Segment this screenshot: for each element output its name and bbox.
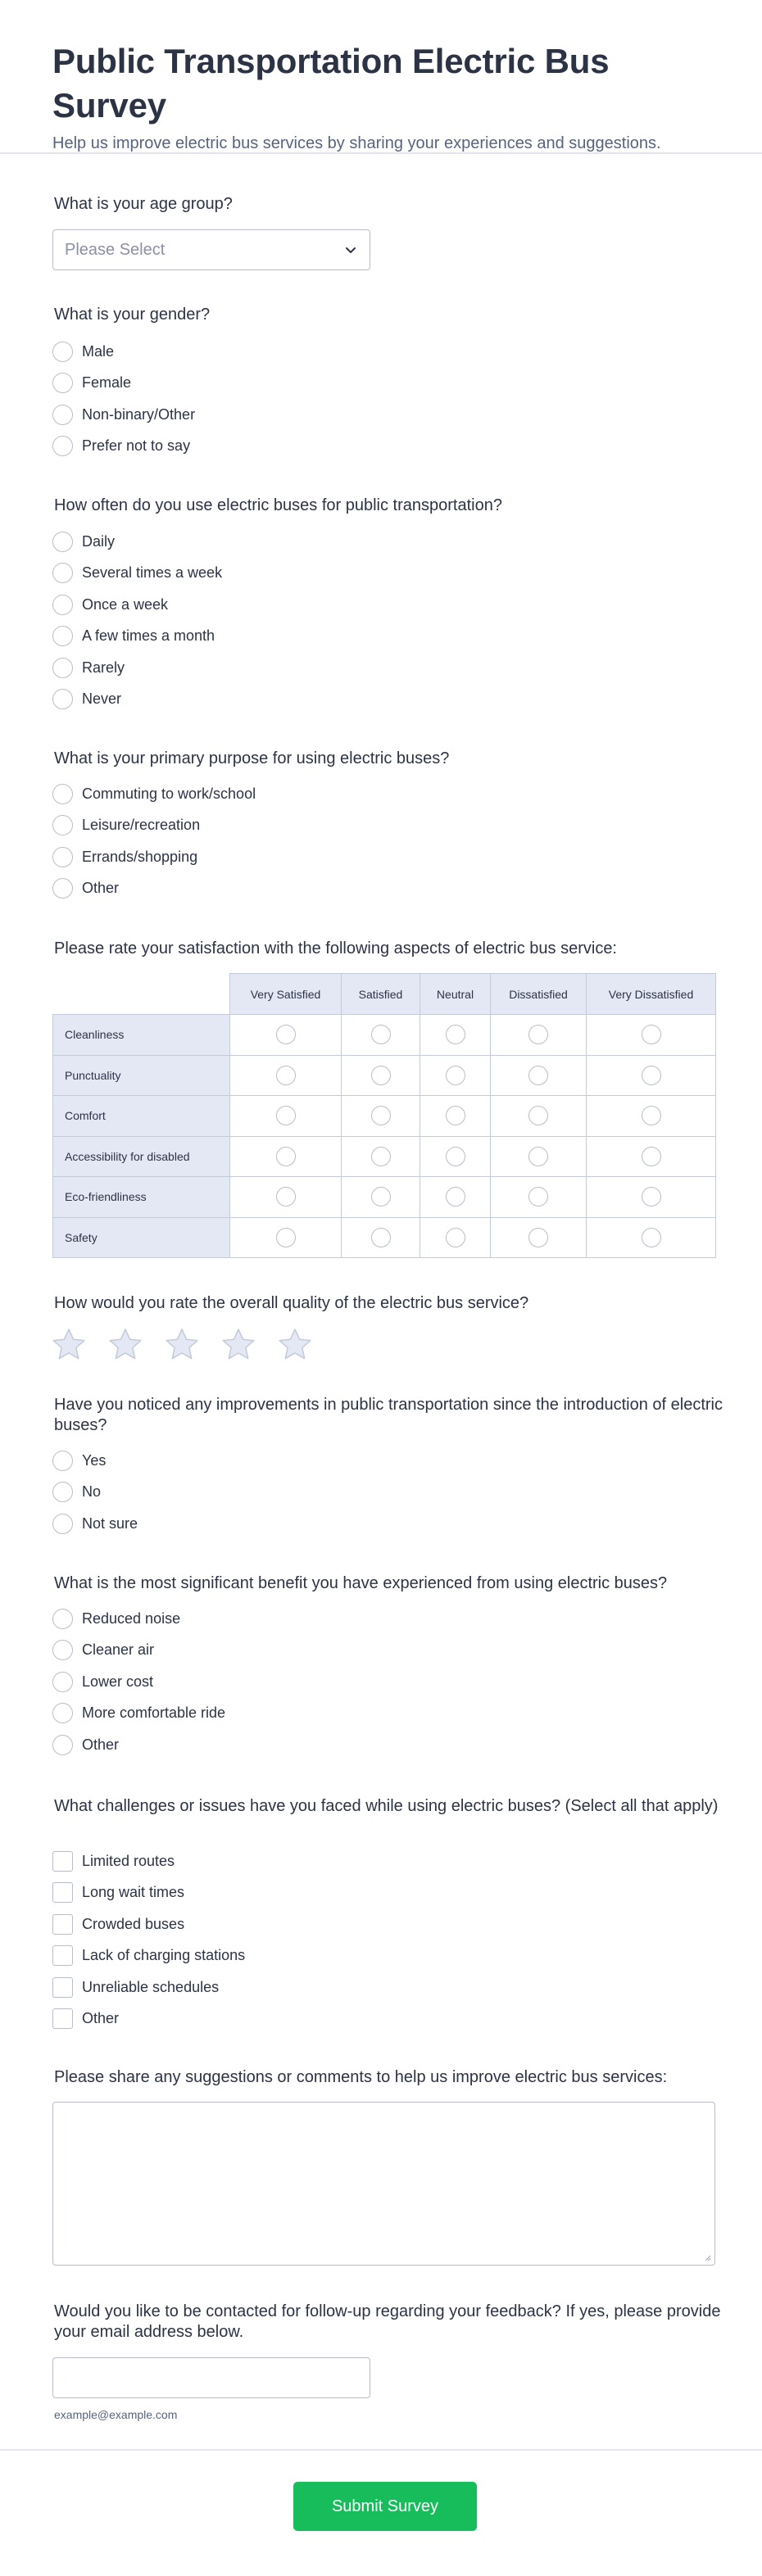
- age-question-label: What is your age group?: [54, 195, 233, 213]
- submit-button[interactable]: Submit Survey: [293, 2482, 477, 2531]
- star-icon[interactable]: [51, 1327, 87, 1363]
- challenges-option[interactable]: [52, 2003, 245, 2035]
- star-icon[interactable]: [107, 1327, 143, 1363]
- radio-button[interactable]: [52, 847, 73, 867]
- radio-button[interactable]: [52, 1482, 73, 1502]
- matrix-column-header: Dissatisfied: [491, 974, 587, 1015]
- gender-option[interactable]: [52, 431, 195, 463]
- benefit-question-label: What is the most significant benefit you have experienced from using electric buses?: [54, 1574, 668, 1592]
- matrix-row: [53, 1136, 716, 1177]
- matrix-radio[interactable]: [276, 1187, 296, 1207]
- footer-divider: [0, 2449, 762, 2451]
- checkbox[interactable]: [52, 1851, 73, 1872]
- challenges-option[interactable]: [52, 1845, 245, 1877]
- matrix-row-header: Accessibility for disabled: [53, 1136, 230, 1177]
- radio-button[interactable]: [52, 436, 73, 456]
- matrix-radio[interactable]: [276, 1106, 296, 1125]
- option-label: Rarely: [82, 659, 125, 676]
- option-label: Lack of charging stations: [82, 1947, 246, 1964]
- challenges-option[interactable]: [52, 1972, 245, 2003]
- challenges-option[interactable]: [52, 1908, 245, 1940]
- challenges-question-label: What challenges or issues have you faced while using electric buses? (Select all that apply): [54, 1797, 719, 1815]
- star-icon[interactable]: [277, 1327, 313, 1363]
- matrix-radio[interactable]: [371, 1187, 391, 1207]
- option-label: More comfortable ride: [82, 1705, 226, 1722]
- purpose-question-label: What is your primary purpose for using electric buses?: [54, 749, 450, 767]
- matrix-row-header: Cleanliness: [53, 1015, 230, 1056]
- option-label: A few times a month: [82, 627, 215, 645]
- satisfaction-question-label: Please rate your satisfaction with the following aspects of electric bus service:: [54, 939, 617, 958]
- matrix-radio[interactable]: [642, 1066, 661, 1085]
- purpose-option[interactable]: [52, 778, 256, 810]
- matrix-radio[interactable]: [528, 1066, 548, 1085]
- improvements-question-label: Have you noticed any improvements in public transportation since the introduction of electric buses?: [54, 1396, 723, 1434]
- option-label: Other: [82, 1736, 120, 1753]
- resize-grip-icon[interactable]: [703, 2253, 711, 2261]
- purpose-option[interactable]: [52, 841, 256, 873]
- contact-question-label: Would you like to be contacted for follow-up regarding your feedback? If yes, please provide your email address below.: [54, 2302, 721, 2341]
- option-label: Non-binary/Other: [82, 405, 196, 423]
- matrix-radio[interactable]: [276, 1228, 296, 1247]
- checkbox[interactable]: [52, 1882, 73, 1903]
- frequency-option[interactable]: [52, 526, 222, 558]
- frequency-option[interactable]: [52, 621, 222, 653]
- option-label: Limited routes: [82, 1852, 175, 1869]
- matrix-radio[interactable]: [446, 1025, 465, 1044]
- frequency-options: [52, 526, 222, 715]
- matrix-row-header: Comfort: [53, 1096, 230, 1137]
- purpose-options: [52, 778, 256, 904]
- radio-button[interactable]: [52, 1514, 73, 1534]
- radio-button[interactable]: [52, 563, 73, 583]
- matrix-column-header: Satisfied: [342, 974, 420, 1015]
- matrix-radio[interactable]: [446, 1066, 465, 1085]
- matrix-column-header: Neutral: [420, 974, 491, 1015]
- radio-button[interactable]: [52, 784, 73, 804]
- radio-button[interactable]: [52, 373, 73, 393]
- matrix-radio[interactable]: [642, 1147, 661, 1166]
- radio-button[interactable]: [52, 1703, 73, 1723]
- matrix-row-header: Safety: [53, 1217, 230, 1258]
- option-label: Reduced noise: [82, 1609, 181, 1627]
- radio-button[interactable]: [52, 626, 73, 646]
- matrix-column-header: Very Satisfied: [230, 974, 342, 1015]
- option-label: Other: [82, 880, 120, 897]
- matrix-row: [53, 1015, 716, 1056]
- radio-button[interactable]: [52, 405, 73, 425]
- checkbox[interactable]: [52, 2008, 73, 2029]
- option-label: Errands/shopping: [82, 848, 198, 865]
- matrix-radio[interactable]: [528, 1147, 548, 1166]
- option-label: Yes: [82, 1451, 107, 1469]
- matrix-radio[interactable]: [642, 1228, 661, 1247]
- page-subtitle: Help us improve electric bus services by sharing your experiences and suggestions.: [52, 134, 661, 152]
- option-label: Unreliable schedules: [82, 1978, 220, 1995]
- matrix-radio[interactable]: [642, 1187, 661, 1207]
- email-sublabel: example@example.com: [54, 2408, 178, 2421]
- matrix-row-header: Punctuality: [53, 1055, 230, 1096]
- option-label: Crowded buses: [82, 1915, 185, 1932]
- matrix-radio[interactable]: [276, 1066, 296, 1085]
- matrix-radio[interactable]: [446, 1147, 465, 1166]
- option-label: Male: [82, 342, 115, 360]
- chevron-down-icon: [343, 242, 358, 257]
- email-field[interactable]: [52, 2357, 370, 2398]
- purpose-option[interactable]: [52, 810, 256, 842]
- matrix-radio[interactable]: [371, 1066, 391, 1085]
- challenges-options: [52, 1845, 245, 2035]
- benefit-option[interactable]: [52, 1635, 225, 1667]
- matrix-radio[interactable]: [371, 1106, 391, 1125]
- benefit-options: [52, 1603, 225, 1761]
- frequency-option[interactable]: [52, 589, 222, 621]
- option-label: Once a week: [82, 595, 169, 613]
- frequency-option[interactable]: [52, 652, 222, 684]
- matrix-row-header: Eco-friendliness: [53, 1177, 230, 1218]
- suggestions-question-label: Please share any suggestions or comments to help us improve electric bus services:: [54, 2068, 668, 2086]
- benefit-option[interactable]: [52, 1729, 225, 1761]
- checkbox[interactable]: [52, 1914, 73, 1935]
- gender-option[interactable]: [52, 368, 195, 400]
- matrix-radio[interactable]: [528, 1106, 548, 1125]
- option-label: Cleaner air: [82, 1641, 155, 1659]
- matrix-corner: [53, 974, 230, 1015]
- form-header: [0, 0, 762, 154]
- improvements-option[interactable]: [52, 1477, 138, 1509]
- challenges-option[interactable]: [52, 1877, 245, 1909]
- option-label: Never: [82, 690, 122, 708]
- frequency-option[interactable]: [52, 684, 222, 716]
- improvements-option[interactable]: [52, 1445, 138, 1477]
- benefit-option[interactable]: [52, 1698, 225, 1730]
- age-select-placeholder: Please Select: [65, 240, 166, 259]
- option-label: Lower cost: [82, 1673, 154, 1690]
- matrix-radio[interactable]: [371, 1147, 391, 1166]
- matrix-radio[interactable]: [446, 1187, 465, 1207]
- option-label: Other: [82, 2010, 120, 2027]
- checkbox[interactable]: [52, 1977, 73, 1998]
- gender-question-label: What is your gender?: [54, 306, 211, 324]
- option-label: Daily: [82, 532, 116, 550]
- checkbox[interactable]: [52, 1945, 73, 1966]
- option-label: Several times a week: [82, 564, 223, 582]
- age-group-select[interactable]: [52, 229, 370, 270]
- radio-button[interactable]: [52, 878, 73, 899]
- matrix-radio[interactable]: [371, 1025, 391, 1044]
- star-rating: [51, 1327, 333, 1363]
- satisfaction-matrix: [52, 973, 716, 1258]
- radio-button[interactable]: [52, 1451, 73, 1471]
- matrix-radio[interactable]: [446, 1106, 465, 1125]
- option-label: Commuting to work/school: [82, 785, 256, 802]
- option-label: Prefer not to say: [82, 437, 191, 455]
- option-label: No: [82, 1483, 102, 1501]
- gender-option[interactable]: [52, 399, 195, 431]
- improvements-options: [52, 1445, 138, 1540]
- matrix-radio[interactable]: [446, 1228, 465, 1247]
- option-label: Long wait times: [82, 1884, 185, 1901]
- option-label: Female: [82, 374, 132, 392]
- matrix-column-header: Very Dissatisfied: [587, 974, 716, 1015]
- radio-button[interactable]: [52, 1640, 73, 1660]
- option-label: Not sure: [82, 1514, 138, 1532]
- matrix-radio[interactable]: [642, 1025, 661, 1044]
- option-label: Leisure/recreation: [82, 817, 201, 834]
- matrix-radio[interactable]: [528, 1228, 548, 1247]
- purpose-option[interactable]: [52, 873, 256, 905]
- matrix-row: [53, 1096, 716, 1137]
- benefit-option[interactable]: [52, 1603, 225, 1635]
- matrix-radio[interactable]: [371, 1228, 391, 1247]
- improvements-option[interactable]: [52, 1508, 138, 1540]
- matrix-radio[interactable]: [528, 1025, 548, 1044]
- star-icon[interactable]: [164, 1327, 200, 1363]
- radio-button[interactable]: [52, 532, 73, 552]
- page-title: Public Transportation Electric Bus Survey: [52, 42, 610, 124]
- rating-question-label: How would you rate the overall quality of the electric bus service?: [54, 1294, 529, 1312]
- radio-button[interactable]: [52, 595, 73, 615]
- radio-button[interactable]: [52, 1672, 73, 1692]
- frequency-option[interactable]: [52, 558, 222, 590]
- gender-options: [52, 336, 195, 462]
- suggestions-textarea[interactable]: [52, 2102, 715, 2266]
- gender-option[interactable]: [52, 336, 195, 368]
- matrix-row: [53, 1177, 716, 1218]
- radio-button[interactable]: [52, 342, 73, 362]
- radio-button[interactable]: [52, 689, 73, 709]
- radio-button[interactable]: [52, 815, 73, 835]
- benefit-option[interactable]: [52, 1666, 225, 1698]
- frequency-question-label: How often do you use electric buses for public transportation?: [54, 496, 502, 514]
- matrix-row: [53, 1217, 716, 1258]
- star-icon[interactable]: [220, 1327, 256, 1363]
- matrix-radio[interactable]: [276, 1025, 296, 1044]
- matrix-radio[interactable]: [528, 1187, 548, 1207]
- challenges-option[interactable]: [52, 1940, 245, 1972]
- radio-button[interactable]: [52, 1735, 73, 1755]
- matrix-radio[interactable]: [642, 1106, 661, 1125]
- radio-button[interactable]: [52, 658, 73, 678]
- radio-button[interactable]: [52, 1609, 73, 1629]
- matrix-row: [53, 1055, 716, 1096]
- matrix-radio[interactable]: [276, 1147, 296, 1166]
